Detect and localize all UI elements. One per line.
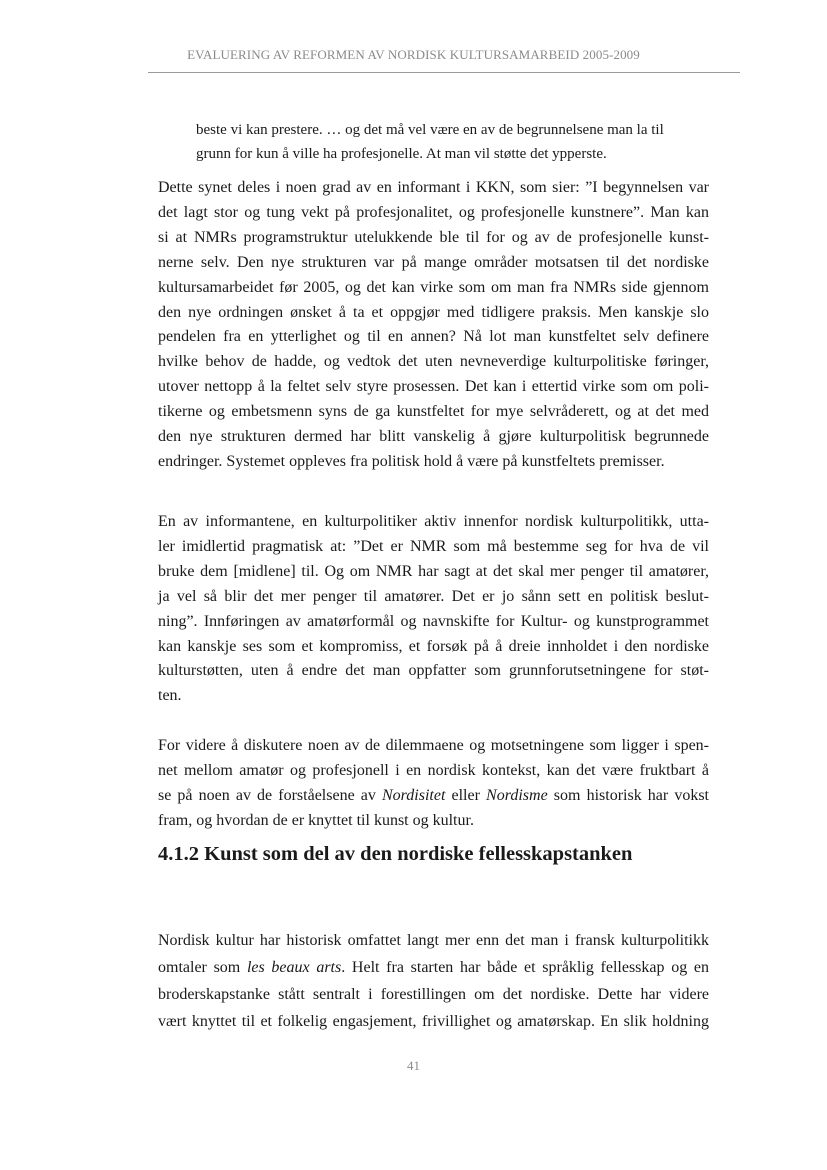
italic-term: Nordisme — [486, 786, 548, 804]
text-segment: hvilke behov de hadde, og vedtok det uten nevneverdige kulturpolitiske føringer, — [158, 353, 709, 371]
text-line — [158, 610, 709, 635]
text-segment: nerne selv. Den nye strukturen var på mange områder motsatsen til det nordiske — [158, 253, 709, 271]
text-segment: broderskapstanke stått sentralt i forestillingen om det nordiske. Dette har videre — [158, 986, 709, 1003]
text-line — [158, 759, 709, 784]
text-line — [158, 927, 709, 954]
text-segment: . Helt fra starten har både et språklig fellesskap og en — [341, 959, 710, 976]
text-segment: ler imidlertid pragmatisk at: ”Det er NMR som må bestemme seg for hva de vil — [158, 537, 709, 555]
text-line — [158, 635, 709, 660]
text-line — [158, 400, 709, 425]
text-segment: pendelen fra en ytterlighet og til en annen? Nå lot man kunstfeltet selv definere — [158, 328, 709, 346]
text-line — [158, 560, 709, 585]
text-segment: beste vi kan prestere. … og det må vel være en av de begrunnelsene man la til — [196, 122, 664, 138]
block-quote — [196, 118, 666, 166]
text-line — [158, 425, 709, 450]
text-line — [158, 954, 709, 981]
text-line — [158, 301, 709, 326]
text-segment: tikerne og embetsmenn syns de ga kunstfeltet for mye selvråderett, og at det med — [158, 403, 709, 421]
text-segment: ning”. Innføringen av amatørformål og navnskifte for Kultur- og kunstprogrammet — [158, 612, 709, 630]
text-segment: eller — [445, 786, 487, 804]
text-segment: den nye ordningen ønsket å ta et oppgjør med tidligere praksis. Men kanskje slo — [158, 303, 709, 321]
text-line — [158, 201, 709, 226]
text-segment: For videre å diskutere noen av de dilemmaene og motsetningene som ligger i spen- — [158, 737, 709, 754]
text-segment: si at NMRs programstruktur utelukkende ble til for og av de profesjonelle kunst- — [158, 228, 709, 246]
text-segment: En av informantene, en kulturpolitiker aktiv innenfor nordisk kulturpolitikk, utta- — [158, 513, 709, 530]
text-line — [158, 809, 709, 834]
text-line — [158, 375, 709, 400]
paragraph — [158, 176, 709, 475]
section-heading: 4.1.2 Kunst som del av den nordiske fellesskapstanken — [158, 843, 633, 865]
text-line — [158, 251, 709, 276]
text-segment: det lagt stor og tung vekt på profesjonalitet, og profesjonelle kunstnere”. Man kan — [158, 203, 709, 221]
text-line — [158, 784, 709, 809]
text-segment: ten. — [158, 687, 182, 705]
text-segment: kulturstøtten, uten å endre det man oppfatter som grunnforutsetningene for støt- — [158, 662, 709, 680]
text-line — [196, 118, 666, 142]
italic-term: Nordisitet — [381, 786, 446, 804]
paragraph — [158, 510, 709, 709]
text-line — [196, 142, 666, 166]
text-segment: Dette synet deles i noen grad av en informant i KKN, som sier: ”I begynnelsen var — [158, 179, 709, 196]
text-line — [158, 684, 709, 709]
text-segment: fram, og hvordan de er knyttet til kunst og kultur. — [158, 811, 474, 829]
text-segment: endringer. Systemet oppleves fra politisk hold å være på kunstfeltets premisser. — [158, 452, 665, 470]
text-line — [158, 325, 709, 350]
italic-term: les beaux arts — [246, 959, 342, 976]
text-line — [158, 981, 709, 1008]
text-segment: den nye strukturen dermed har blitt vanskelig å gjøre kulturpolitisk begrunnede — [158, 428, 709, 446]
page-number: 41 — [407, 1058, 420, 1073]
text-segment: som historisk har vokst — [547, 786, 710, 804]
text-segment: vært knyttet til et folkelig engasjement, frivillighet og amatørskap. En slik holdning — [158, 1013, 709, 1030]
text-segment: bruke dem [midlene] til. Og om NMR har sagt at det skal mer penger til amatører, — [158, 562, 709, 580]
text-line — [158, 226, 709, 251]
text-segment: kan kanskje ses som et kompromiss, et forsøk på å dreie innholdet i den nordiske — [158, 637, 709, 655]
text-line — [158, 276, 709, 301]
text-segment: se på noen av de forståelsene av — [158, 786, 382, 804]
paragraph — [158, 927, 709, 1035]
text-segment: omtaler som — [158, 959, 247, 976]
text-segment: grunn for kun å ville ha profesjonelle. At man vil støtte det ypperste. — [196, 146, 607, 162]
header-rule — [148, 72, 740, 73]
text-line — [158, 585, 709, 610]
text-line — [158, 1008, 709, 1035]
text-segment: kultursamarbeidet før 2005, og det kan virke som om man fra NMRs side gjennom — [158, 278, 709, 296]
text-line — [158, 734, 709, 759]
text-segment: Nordisk kultur har historisk omfattet langt mer enn det man i fransk kulturpolitikk — [158, 932, 709, 949]
text-line — [158, 510, 709, 535]
text-line — [158, 350, 709, 375]
text-line — [158, 176, 709, 201]
text-segment: net mellom amatør og profesjonell i en nordisk kontekst, kan det være fruktbart å — [158, 761, 709, 779]
paragraph — [158, 734, 709, 834]
text-line — [158, 535, 709, 560]
text-line — [158, 659, 709, 684]
text-segment: ja vel så blir det mer penger til amatører. Det er jo sånn sett en politisk beslut- — [158, 587, 709, 605]
running-header: EVALUERING AV REFORMEN AV NORDISK KULTURSAMARBEID 2005-2009 — [187, 47, 640, 62]
text-segment: utover nettopp å la feltet selv styre prosessen. Det kan i ettertid virke som om poli- — [158, 378, 709, 396]
text-line — [158, 450, 709, 475]
